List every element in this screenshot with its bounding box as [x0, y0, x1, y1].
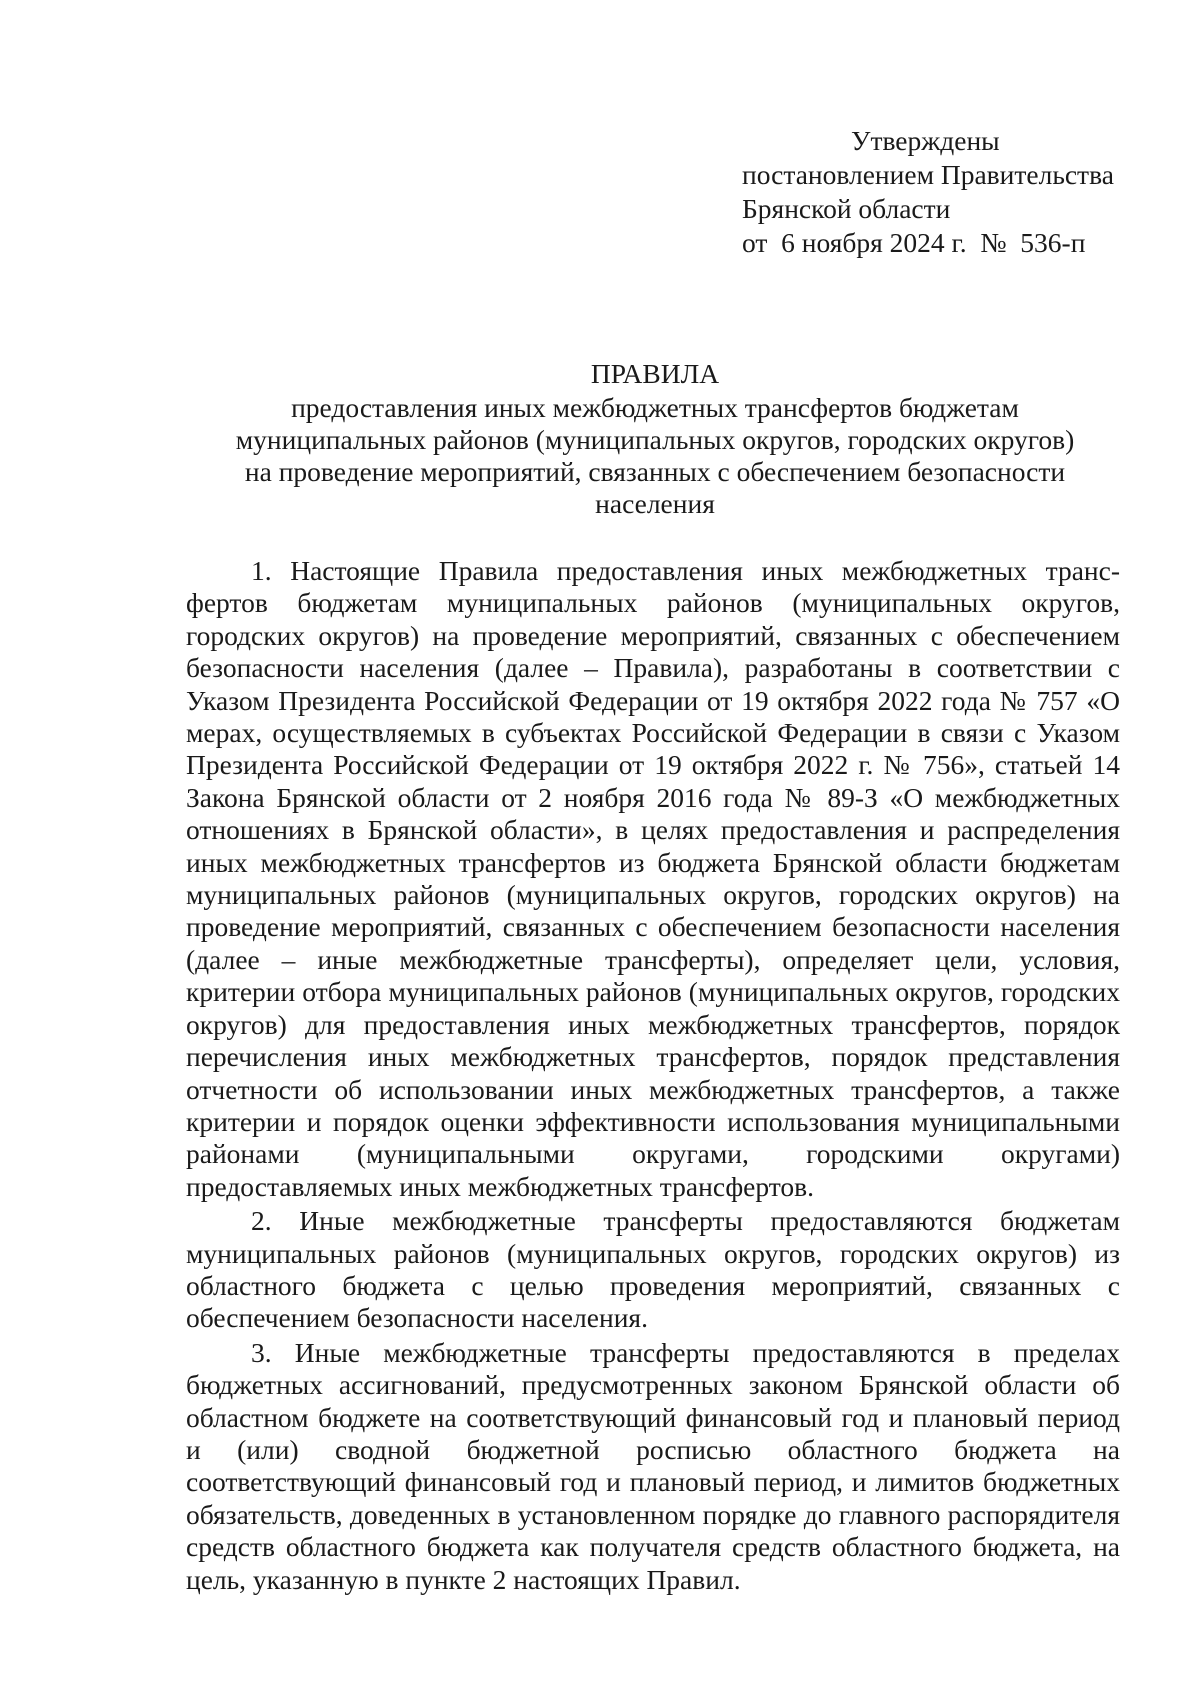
paragraph-text: Настоящие Правила предоставления иных межбюджетных трансфертов бюджетам муниципальных районов (муниципальных округов, городских округов) на проведение мероприятий, связанных с обеспечением безопасности населения (далее – Правила), разработаны в соответствии с Указом Президента Российской Федерации от 19 октября 2022 года № 757 «О мерах, осуществляемых в субъектах Российской Федерации в связи с Указом Президента Российской Федерации от 19 октября 2022 г. № 756», статьей 14 Закона Брянской области от 2 ноября 2016 года № 89-З «О межбюджетных отношениях в Брянской области», в целях предоставления и распределения иных межбюджетных трансфертов из бюджета Брянской области бюджетам муниципальных районов (муниципальных округов, городских округов) на проведение мероприятий, связанных с обеспечением безопасности населения (далее – иные межбюджетные трансферты), определяет цели, условия, критерии отбора муниципальных районов (муниципальных округов, городских округов) для предоставления иных межбюджетных трансфертов, порядок перечисления иных межбюджетных трансфертов, порядок представления отчетности об использовании иных межбюджетных трансфертов, а также критерии и порядок оценки эффективности использования муниципальными районами (муниципальными округами, городскими округами) предоставляемых иных межбюджетных трансфертов. [186, 555, 1120, 1202]
subtitle-line: населения [595, 488, 715, 519]
paragraph-text: Иные межбюджетные трансферты предоставляются в пределах бюджетных ассигнований, предусмотренных законом Брянской области об областном бюджете на соответствующий финансовый год и плановый период и (или) сводной бюджетной росписью областного бюджета на соответствующий финансовый год и плановый период, и лимитов бюджетных обязательств, доведенных в установленном порядке до главного распорядителя средств областного бюджета как получателя средств областного бюджета, на цель, указанную в пункте 2 настоящих Правил. [186, 1336, 1120, 1595]
paragraph-1 [186, 555, 1120, 1203]
document-heading [190, 358, 1120, 520]
document-title: ПРАВИЛА [590, 358, 720, 389]
subtitle-line: предоставления иных межбюджетных трансфертов бюджетам [291, 392, 1019, 423]
document-body [186, 555, 1120, 1596]
subtitle-line: муниципальных районов (муниципальных округов, городских округов) [235, 424, 1075, 455]
approval-date-number: от 6 ноября 2024 г. № 536-п [742, 227, 1086, 258]
approval-line: постановлением Правительства [742, 159, 1114, 190]
paragraph-text: Иные межбюджетные трансферты предоставляются бюджетам муниципальных районов (муниципальных округов, городских округов) из областного бюджета с целью проведения мероприятий, связанных с обеспечением безопасности населения. [186, 1205, 1120, 1334]
paragraph-2 [186, 1205, 1120, 1335]
paragraph-number: 2. [251, 1205, 272, 1237]
approval-line: Утверждены [851, 125, 1000, 156]
paragraph-number: 3. [251, 1336, 272, 1368]
paragraph-3 [186, 1337, 1120, 1596]
paragraph-number: 1. [251, 555, 272, 586]
approval-line: Брянской области [742, 193, 951, 224]
subtitle-line: на проведение мероприятий, связанных с обеспечением безопасности [244, 456, 1066, 487]
approval-stamp [742, 124, 1114, 260]
